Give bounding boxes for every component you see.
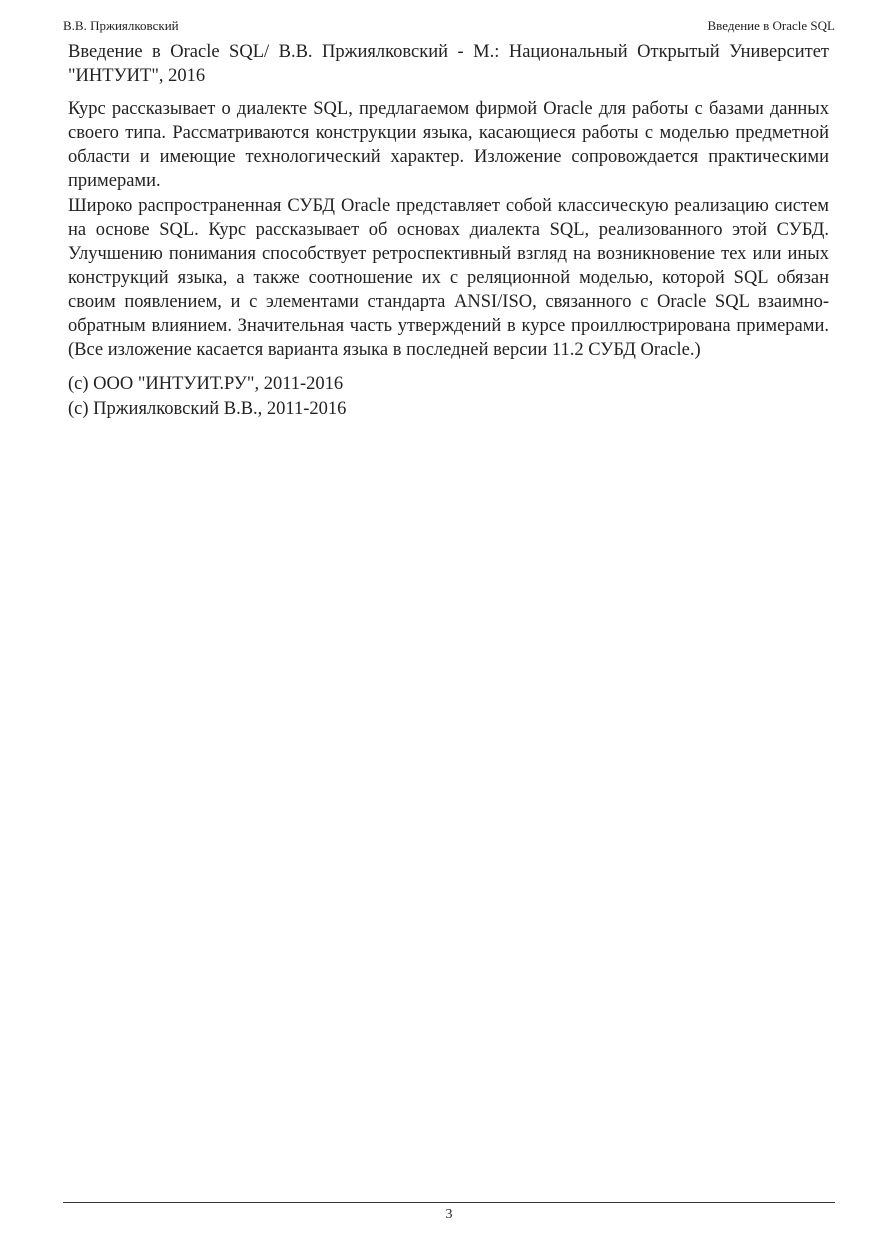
copyright-author: (c) Пржиялковский В.В., 2011-2016 [68,399,347,419]
bibliographic-citation: Введение в Oracle SQL/ В.В. Пржиялковский - М.: Национальный Открытый Университет "ИНТУИТ", 2016 [68,42,829,86]
running-header [63,16,835,36]
footer-divider [63,1202,835,1203]
page-number: 3 [445,1207,453,1222]
header-author: В.В. Пржиялковский [63,18,179,33]
header-course-title: Введение в Oracle SQL [707,18,835,33]
abstract-paragraph-2: Широко распространенная СУБД Oracle представляет собой классическую реализацию систем на основе SQL. Курс рассказывает об основах диалекта SQL, реализованного этой СУБД. Улучшению понимания способствует ретроспективный взгляд на возникновение тех или иных конструкций языка, а также соотношение их с реляционной моделью, которой SQL обязан своим появлением, и с элементами стандарта ANSI/ISO, связанного с Oracle SQL взаимно-обратным влиянием. Значительная часть утверждений в курсе проиллюстрирована примерами. (Все изложение касается варианта языка в последней версии 11.2 СУБД Oracle.) [68,196,829,360]
abstract-paragraph-1: Курс рассказывает о диалекте SQL, предлагаемом фирмой Oracle для работы с базами данных своего типа. Рассматриваются конструкции языка, касающиеся работы с моделью предметной области и имеющие технологический характер. Изложение сопровождается практическими примерами. [68,99,829,191]
page-content [68,40,829,422]
copyright-publisher: (c) ООО "ИНТУИТ.РУ", 2011-2016 [68,374,344,394]
